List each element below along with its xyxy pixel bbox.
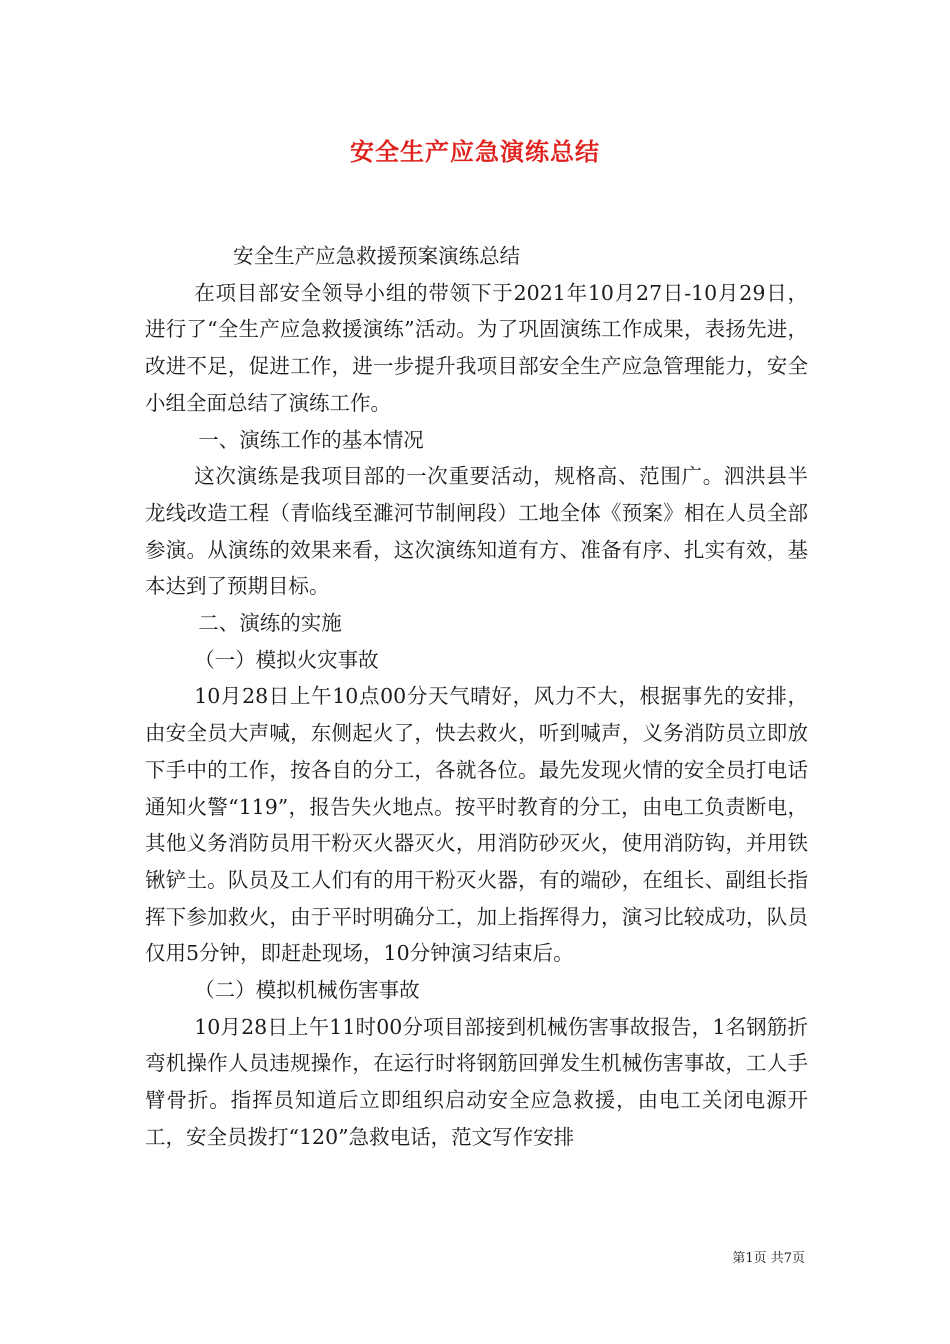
page-number-footer: 第1页 共7页 (732, 1251, 805, 1266)
subsection-heading-fire: （一）模拟火灾事故 (194, 647, 379, 672)
document-body (145, 238, 808, 1156)
paragraph-mechanical-drill: 10月28日上午11时00分项目部接到机械伤害事故报告，1名钢筋折弯机操作人员违规操作，在运行时将钢筋回弹发生机械伤害事故，工人手臂骨折。指挥员知道后立即组织启动安全应急救援，由电工关闭电源开工，安全员拨打“120”急救电话，范文写作安排 (145, 1014, 808, 1149)
document-subtitle: 安全生产应急救援预案演练总结 (233, 244, 521, 268)
document-title: 安全生产应急演练总结 (350, 138, 600, 166)
paragraph-basic-situation: 这次演练是我项目部的一次重要活动，规格高、范围广。泗洪县半龙线改造工程（青临线至濉河节制闸段）工地全体《预案》相在人员全部参演。从演练的效果来看，这次演练知道有方、准备有序、扎实有效，基本达到了预期目标。 (145, 464, 808, 599)
section-heading-2: 二、演练的实施 (198, 611, 342, 636)
section-heading-1: 一、演练工作的基本情况 (198, 427, 424, 452)
paragraph-intro: 在项目部安全领导小组的带领下于2021年10月27日-10月29日，进行了“全生产应急救援演练”活动。为了巩固演练工作成果，表扬先进，改进不足，促进工作，进一步提升我项目部安全生产应急管理能力，安全小组全面总结了演练工作。 (145, 280, 808, 415)
paragraph-fire-drill: 10月28日上午10点00分天气晴好，风力不大，根据事先的安排，由安全员大声喊，东侧起火了，快去救火，听到喊声，义务消防员立即放下手中的工作，按各自的分工，各就各位。最先发现火情的安全员打电话通知火警“119”，报告失火地点。按平时教育的分工，由电工负责断电，其他义务消防员用干粉灭火器灭火，用消防砂灭火，使用消防钩，并用铁锹铲土。队员及工人们有的用干粉灭火器，有的端砂，在组长、副组长指挥下参加救火，由于平时明确分工，加上指挥得力，演习比较成功，队员仅用5分钟，即赶赴现场，10分钟演习结束后。 (145, 684, 808, 966)
subsection-heading-mechanical: （二）模拟机械伤害事故 (194, 978, 420, 1003)
